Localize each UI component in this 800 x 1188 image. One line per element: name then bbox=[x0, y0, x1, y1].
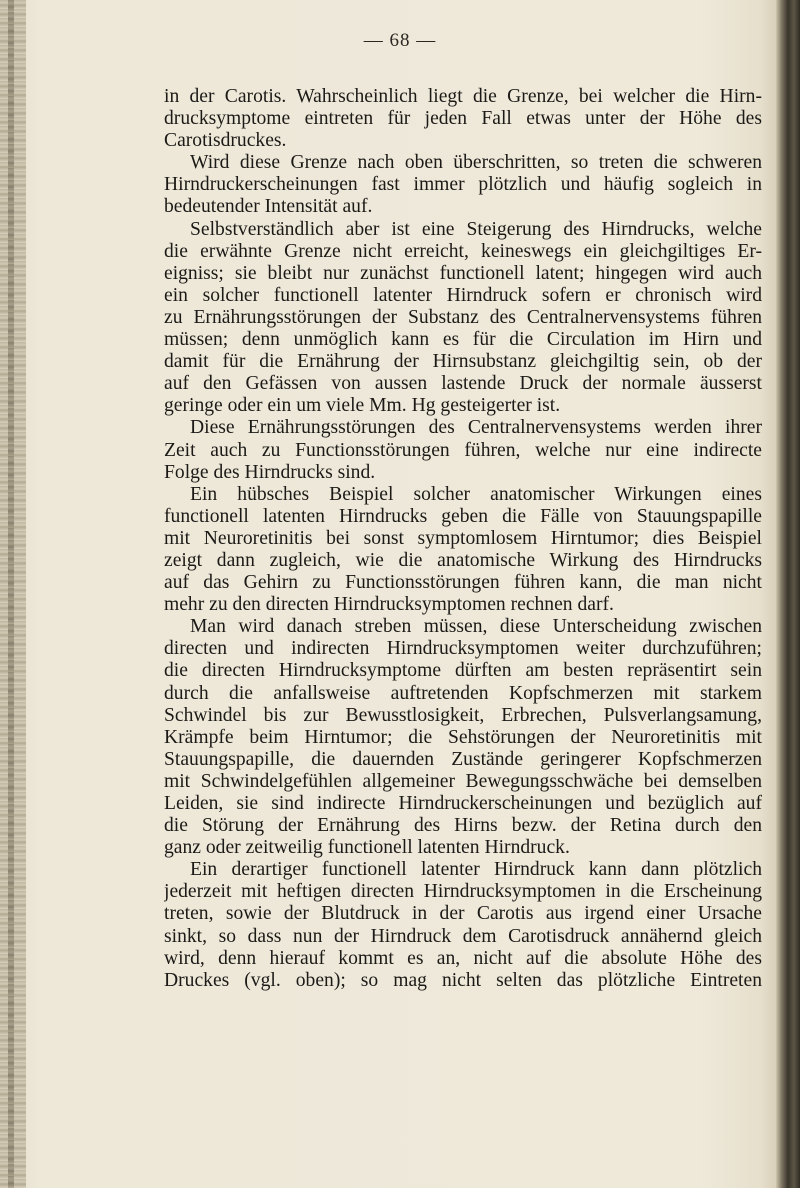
text-line: wird, denn hierauf kommt es an, nicht auf die absolute Höhe des bbox=[164, 947, 762, 969]
text-line: zeigt dann zugleich, wie die anatomische Wirkung des Hirndrucks bbox=[164, 549, 762, 571]
binding-edge-left bbox=[0, 0, 26, 1188]
text-line: Folge des Hirndrucks sind. bbox=[164, 461, 376, 483]
text-line: ein solcher functionell latenter Hirndruck sofern er chronisch wird bbox=[164, 284, 762, 306]
text-line: auf das Gehirn zu Functionsstörungen führen kann, die man nicht bbox=[164, 572, 762, 594]
text-line: die erwähnte Grenze nicht erreicht, keineswegs ein gleichgiltiges Er- bbox=[164, 240, 762, 262]
text-line: durch die anfallsweise auftretenden Kopfschmerzen mit starkem bbox=[164, 682, 762, 704]
text-line: functionell latenten Hirndrucks geben die Fälle von Stauungspapille bbox=[164, 505, 762, 527]
text-line: geringe oder ein um viele Mm. Hg gesteigerter ist. bbox=[164, 395, 561, 417]
text-line: mit Schwindelgefühlen allgemeiner Bewegungsschwäche bei demselben bbox=[164, 770, 762, 792]
text-line: die directen Hirndrucksymptome dürften am besten repräsentirt sein bbox=[164, 660, 762, 682]
text-line: sinkt, so dass nun der Hirndruck dem Carotisdruck annähernd gleich bbox=[164, 925, 762, 947]
page-edge-right bbox=[776, 0, 800, 1188]
text-line: ganz oder zeitweilig functionell latenten Hirndruck. bbox=[164, 837, 570, 859]
text-line: damit für die Ernährung der Hirnsubstanz gleichgiltig sein, ob der bbox=[164, 351, 762, 373]
page-number: — 68 — bbox=[363, 30, 437, 51]
text-line: mit Neuroretinitis bei sonst symptomlosem Hirntumor; dies Beispiel bbox=[164, 527, 762, 549]
text-line: Stauungspapille, die dauernden Zustände geringerer Kopfschmerzen bbox=[164, 748, 762, 770]
text-line: Diese Ernährungsstörungen des Centralnervensystems werden ihrer bbox=[190, 417, 762, 439]
text-line: in der Carotis. Wahrscheinlich liegt die Grenze, bei welcher die Hirn- bbox=[164, 86, 762, 107]
text-line: treten, sowie der Blutdruck in der Carotis aus irgend einer Ursache bbox=[164, 903, 762, 925]
text-line: jederzeit mit heftigen directen Hirndrucksymptomen in die Erscheinung bbox=[164, 881, 762, 903]
text-line: Ein hübsches Beispiel solcher anatomischer Wirkungen eines bbox=[190, 483, 762, 505]
text-line: müssen; denn unmöglich kann es für die Circulation im Hirn und bbox=[164, 329, 762, 351]
text-line: directen und indirecten Hirndrucksymptomen weiter durchzuführen; bbox=[164, 638, 762, 660]
text-line: Zeit auch zu Functionsstörungen führen, welche nur eine indirecte bbox=[164, 439, 762, 461]
body-text bbox=[164, 86, 762, 992]
text-line: Selbstverständlich aber ist eine Steigerung des Hirndrucks, welche bbox=[190, 218, 762, 240]
text-line: die Störung der Ernährung des Hirns bezw. der Retina durch den bbox=[164, 815, 762, 837]
text-line: bedeutender Intensität auf. bbox=[164, 196, 373, 218]
text-line: Hirndruckerscheinungen fast immer plötzlich und häufig sogleich in bbox=[164, 174, 762, 196]
text-line: Carotisdruckes. bbox=[164, 130, 287, 152]
text-line: zu Ernährungsstörungen der Substanz des Centralnervensystems führen bbox=[164, 306, 762, 328]
text-line: drucksymptome eintreten für jeden Fall etwas unter der Höhe des bbox=[164, 108, 762, 130]
text-line: Krämpfe beim Hirntumor; die Sehstörungen der Neuroretinitis mit bbox=[164, 726, 762, 748]
text-line: Druckes (vgl. oben); so mag nicht selten das plötzliche Eintreten bbox=[164, 969, 762, 991]
text-line: Ein derartiger functionell latenter Hirndruck kann dann plötzlich bbox=[190, 859, 762, 881]
text-line: Schwindel bis zur Bewusstlosigkeit, Erbrechen, Pulsverlangsamung, bbox=[164, 704, 762, 726]
text-line: eigniss; sie bleibt nur zunächst functionell latent; hingegen wird auch bbox=[164, 262, 762, 284]
text-line: Leiden, sie sind indirecte Hirndruckerscheinungen und bezüglich auf bbox=[164, 793, 762, 814]
text-line: mehr zu den directen Hirndrucksymptomen rechnen darf. bbox=[164, 594, 614, 616]
text-line: auf den Gefässen von aussen lastende Druck der normale äusserst bbox=[164, 373, 762, 395]
text-line: Man wird danach streben müssen, diese Unterscheidung zwischen bbox=[190, 616, 762, 638]
text-line: Wird diese Grenze nach oben überschritten, so treten die schweren bbox=[190, 152, 762, 174]
